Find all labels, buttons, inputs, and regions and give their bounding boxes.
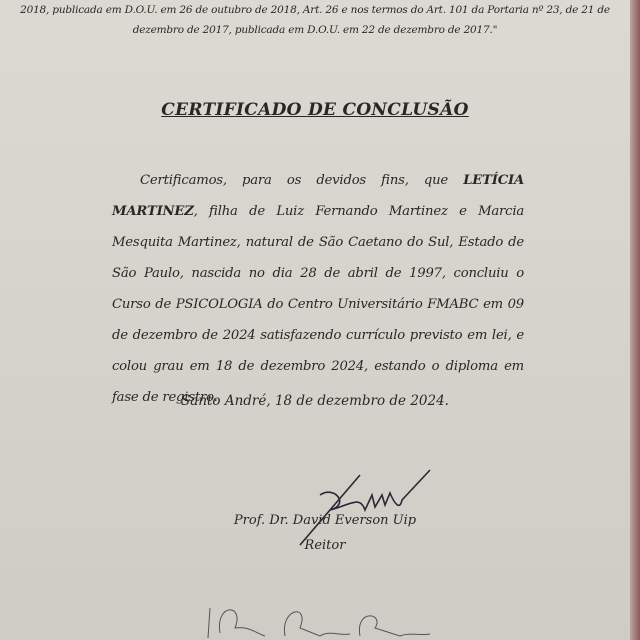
body-text: , filha de Luiz Fernando Martinez e Marcia Mesquita Martinez, natural de São Caetano do Sul, Estado de São Paulo, nascida no dia 28 de abril de 1997, concluiu o Curso de PSICOLOGIA do Centro Universitário FMABC em 09 de dezembro de 2024 satisfazendo currículo previsto em lei, e colou grau em 18 de dezembro 2024, estando o diploma em fase de registro. <box>112 204 524 405</box>
page-edge <box>630 0 640 640</box>
certificate-title: CERTIFICADO DE CONCLUSÃO <box>161 100 469 120</box>
place-date: Santo André, 18 de dezembro de 2024. <box>181 393 449 409</box>
signatory-name: Prof. Dr. David Everson Uip <box>233 513 417 528</box>
header-line-1: 2018, publicada em D.O.U. em 26 de outubro de 2018, Art. 26 e nos termos do Art. 101 da Portaria nº 23, de 21 de <box>20 4 610 16</box>
second-signature <box>200 598 440 640</box>
graduate-name: LETÍCIA MARTINEZ <box>112 173 524 219</box>
signatory-role: Reitor <box>304 538 346 553</box>
body-intro: Certificamos, para os devidos fins, que <box>140 173 464 188</box>
certificate-body <box>112 165 524 413</box>
header-line-2: dezembro de 2017, publicada em D.O.U. em 22 de dezembro de 2017." <box>132 24 498 36</box>
